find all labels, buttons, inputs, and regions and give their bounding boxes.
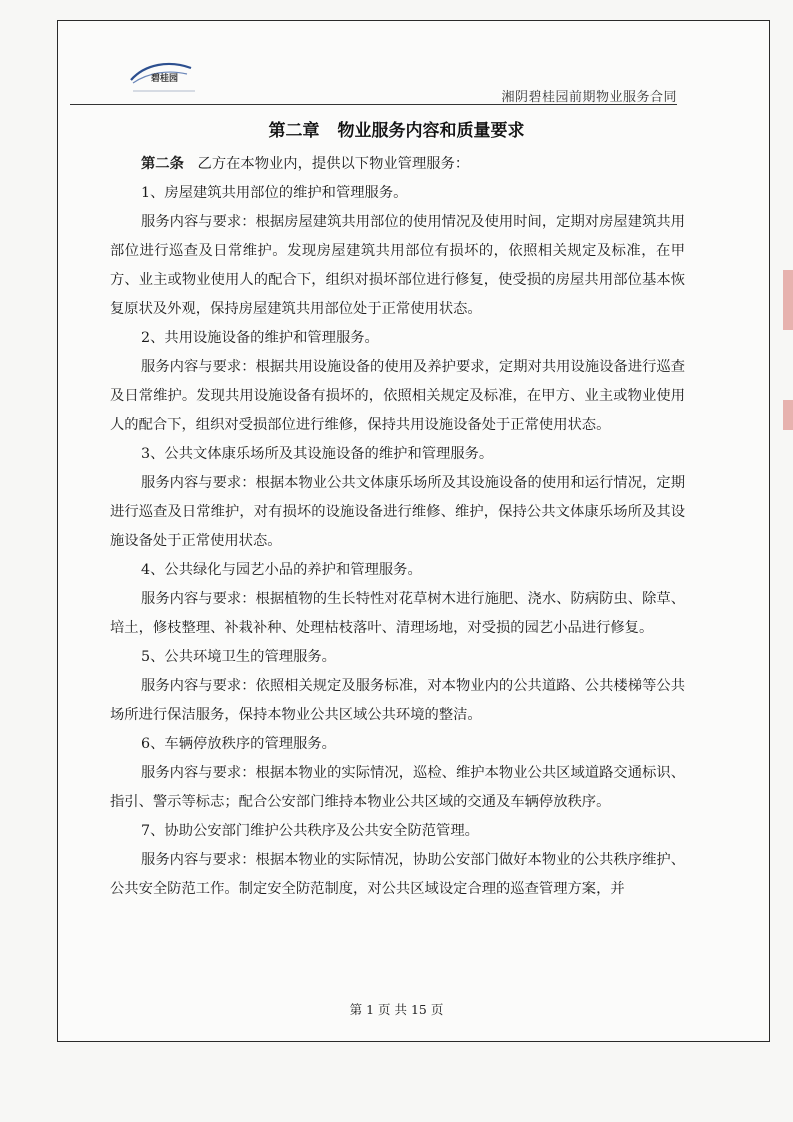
item-heading: 6、车辆停放秩序的管理服务。 — [141, 736, 336, 752]
company-logo — [125, 58, 205, 98]
item-heading: 5、公共环境卫生的管理服务。 — [141, 649, 336, 665]
item-heading: 7、协助公安部门维护公共秩序及公共安全防范管理。 — [141, 823, 479, 839]
item-detail: 服务内容与要求：根据本物业的实际情况，协助公安部门做好本物业的公共秩序维护、公共安全防范工作。制定安全防范制度，对公共区域设定合理的巡查管理方案，并 — [110, 852, 685, 897]
item-heading: 4、公共绿化与园艺小品的养护和管理服务。 — [141, 562, 422, 578]
page-number: 第 1 页 共 15 页 — [349, 1002, 444, 1017]
chapter-heading: 物业服务内容和质量要求 — [337, 121, 525, 141]
logo-brand-text: 碧桂园 — [151, 74, 179, 84]
scan-margin-mark — [783, 400, 793, 430]
item-detail: 服务内容与要求：根据本物业的实际情况，巡检、维护本物业公共区域道路交通标识、指引、警示等标志；配合公安部门维持本物业公共区域的交通及车辆停放秩序。 — [110, 765, 685, 810]
item-detail: 服务内容与要求：根据房屋建筑共用部位的使用情况及使用时间，定期对房屋建筑共用部位进行巡查及日常维护。发现房屋建筑共用部位有损坏的，依照相关规定及标准，在甲方、业主或物业使用人的配合下，组织对损坏部位进行修复，使受损的房屋共用部位基本恢复原状及外观，保持房屋建筑共用部位处于正常使用状态。 — [110, 214, 685, 317]
article-intro — [110, 150, 685, 179]
item-heading: 2、共用设施设备的维护和管理服务。 — [141, 330, 379, 346]
article-label: 第二条 — [141, 156, 184, 172]
chapter-number: 第二章 — [268, 121, 320, 141]
page-header — [70, 58, 677, 104]
item-heading: 1、房屋建筑共用部位的维护和管理服务。 — [141, 185, 408, 201]
item-detail: 服务内容与要求：依照相关规定及服务标准，对本物业内的公共道路、公共楼梯等公共场所进行保洁服务，保持本物业公共区域公共环境的整洁。 — [110, 678, 685, 723]
scan-margin-mark — [783, 270, 793, 330]
header-divider — [70, 104, 677, 105]
article-intro-text: 乙方在本物业内，提供以下物业管理服务： — [197, 156, 470, 172]
chapter-title — [0, 116, 793, 141]
document-body — [110, 150, 685, 904]
item-heading: 3、公共文体康乐场所及其设施设备的维护和管理服务。 — [141, 446, 494, 462]
item-detail: 服务内容与要求：根据共用设施设备的使用及养护要求，定期对共用设施设备进行巡查及日常维护。发现共用设施设备有损坏的，依照相关规定及标准，在甲方、业主或物业使用人的配合下，组织对受损部位进行维修，保持共用设施设备处于正常使用状态。 — [110, 359, 685, 433]
item-detail: 服务内容与要求：根据植物的生长特性对花草树木进行施肥、浇水、防病防虫、除草、培土，修枝整理、补栽补种、处理枯枝落叶、清理场地，对受损的园艺小品进行修复。 — [110, 591, 685, 636]
contract-title: 湘阴碧桂园前期物业服务合同 — [501, 90, 677, 105]
item-detail: 服务内容与要求：根据本物业公共文体康乐场所及其设施设备的使用和运行情况，定期进行巡查及日常维护，对有损坏的设施设备进行维修、维护，保持公共文体康乐场所及其设施设备处于正常使用状态。 — [110, 475, 685, 549]
